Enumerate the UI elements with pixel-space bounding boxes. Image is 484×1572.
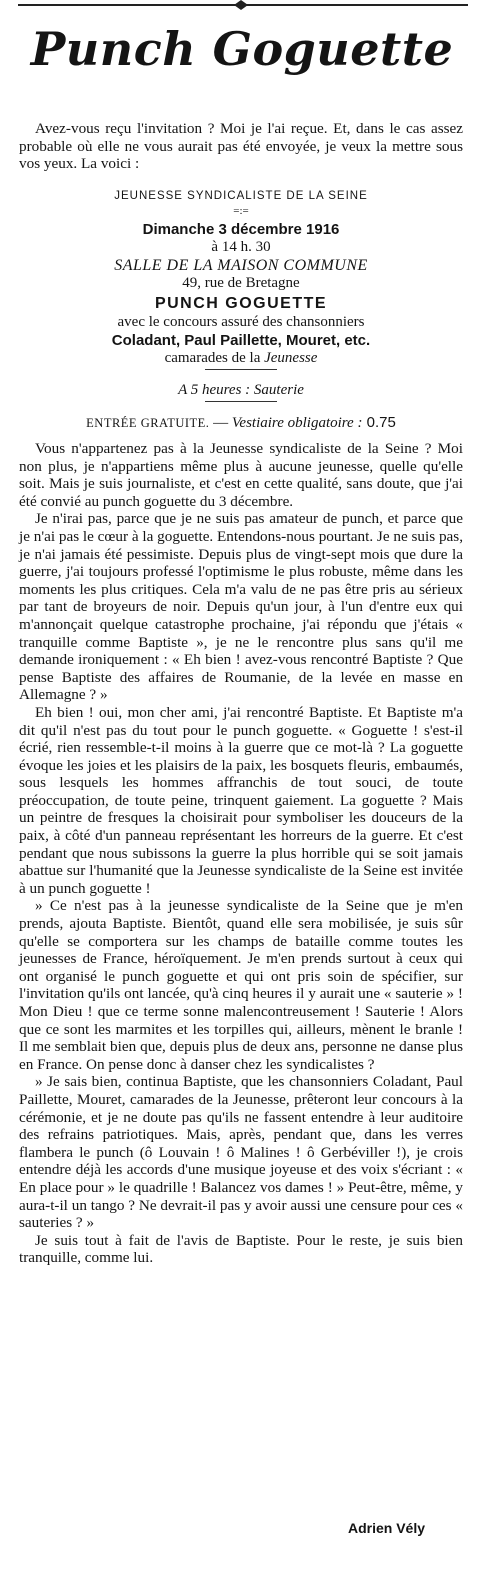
notice-address: 49, rue de Bretagne [182, 275, 300, 291]
body-paragraph: » Je sais bien, continua Baptiste, que les chansonniers Coladant, Paul Paillette, Mouret, camarades de la Jeunesse, prêteront leur concours à la cérémonie, et je ne doute pas qu'ils ne fassent entendre à leur auditoire des refrains patriotiques. Mais, après, pendant que, dans les verres flambera le punch (ô Louvain ! ô Malines ! ô Gerbéviller !), je crois entendre déjà les accords d'une musique joyeuse et des voix s'écriant : « En place pour » le quadrille ! Balancez vos dames ! » Peut-être, même, y aura-t-il un tango ? Ne devrait-il pas y avoir aussi une censure pour ces « sauteries ? » [19, 1073, 463, 1232]
notice-date: Dimanche 3 décembre 1916 [142, 221, 340, 238]
body-paragraph: Eh bien ! oui, mon cher ami, j'ai rencontré Baptiste. Et Baptiste m'a dit qu'il n'est pas du tout pour le punch goguette. « Goguette ! s'est-il écrié, rien ressemble-t-il moins à la guerre que ce mot-là ? La goguette évoque les joies et les plaisirs de la paix, les bosquets fleuris, embaumés, sous lesquels les hommes affranchis de tout souci, de toute préoccupation, de toute peine, trinquent gaiement. La goguette ? Mais un peintre de fresques la choisirait pour symboliser les douceurs de la paix, à côté d'un panneau représentant les horreurs de la guerre. Et c'est pendant que nous subissons la guerre la plus horrible qui se soit jamais abattue sur l'humanité que la Jeunesse syndicaliste de la Seine est invitée à un punch goguette ! [19, 703, 463, 897]
article-title: Punch Goguette [30, 22, 454, 76]
notice-org: JEUNESSE SYNDICALISTE DE LA SEINE [114, 190, 368, 202]
notice-with: avec le concours assuré des chansonniers [117, 314, 365, 330]
body-paragraph: » Ce n'est pas à la jeunesse syndicaliste de la Seine que je m'en prends, ajouta Baptiste. Bientôt, quand elle sera mobilisée, je suis sûr qu'elle se comportera sur les champs de bataille comme toutes les jeunesses de France, héroïquement. Je m'en prends surtout à ceux qui ont organisé le punch goguette et qui ont pris soin de spécifier, sur l'invitation qu'ils ont lancée, qu'à cinq heures il y aurait une « sauterie » ! Mon Dieu ! que ce terme sonne malencontreusement ! Sauterie ! Alors que ce sont les marmites et les torpilles qui, ailleurs, mènent le branle ! Il me semblait bien que, depuis plus de deux ans, personne ne danse plus en France. On pense donc à danser chez les syndicalistes ? [19, 897, 463, 1073]
article-body [19, 440, 463, 1267]
body-paragraph: Je n'irai pas, parce que je ne suis pas amateur de punch, et parce que je n'ai pas le cœur à la goguette. Entendons-nous pourtant. Je ne suis pas, je n'ai jamais été pessimiste. Depuis plus de vingt-sept mois que dure la guerre, j'ai toujours professé l'optimisme le plus robuste, même dans les moments les plus critiques. Cela m'a valu de ne pas être pris au sérieux par tant de broyeurs de noir. Depuis qu'un jour, à l'un d'entre eux qui m'annonçait quelque catastrophe prochaine, j'ai répondu que j'étais « tranquille comme Baptiste », je ne le rencontre plus sans qu'il me demande ironiquement : « Eh bien ! avez-vous rencontré Baptiste ? Que pense Baptiste des affaires de Roumanie, de la levée en masse en Allemagne ? » [19, 510, 463, 704]
notice-entry [19, 414, 463, 432]
author-signature: Adrien Vély [347, 1520, 425, 1536]
notice-cloakroom: Vestiaire obligatoire : [231, 415, 363, 431]
notice-divider-2 [205, 401, 277, 402]
notice-separator: =:= [233, 205, 249, 217]
body-paragraph: Vous n'appartenez pas à la Jeunesse syndicaliste de la Seine ? Moi non plus, je n'appartiens même plus à aucune jeunesse, quelle qu'elle soit. Mais je suis journaliste, et c'est en cette qualité, sans doute, que j'ai été convié au punch goguette du 3 décembre. [19, 440, 463, 510]
notice-time: à 14 h. 30 [211, 239, 271, 255]
notice-event: PUNCH GOGUETTE [154, 295, 328, 312]
notice-comrades [19, 350, 463, 367]
intro-block [19, 120, 463, 173]
notice-price: 0.75 [362, 414, 396, 431]
intro-paragraph: Avez-vous reçu l'invitation ? Moi je l'ai reçue. Et, dans le cas assez probable où elle ne vous aurait pas été envoyée, je veux la mettre sous vos yeux. La voici : [19, 120, 463, 173]
body-paragraph: Je suis tout à fait de l'avis de Baptiste. Pour le reste, je suis bien tranquille, comme lui. [19, 1231, 463, 1267]
notice-comrades-prefix: camarades de la [164, 350, 261, 366]
ornament-diamond-icon [234, 0, 248, 10]
invitation-notice [19, 188, 463, 432]
notice-divider [205, 369, 277, 370]
notice-comrades-em: Jeunesse [264, 350, 318, 366]
notice-entry-dash: — [209, 415, 232, 431]
notice-sauterie: A 5 heures : Sauterie [178, 382, 304, 398]
notice-performers: Coladant, Paul Paillette, Mouret, etc. [111, 332, 371, 349]
notice-venue: SALLE DE LA MAISON COMMUNE [114, 257, 368, 274]
notice-entry-free: ENTRÉE GRATUITE. [86, 416, 210, 430]
